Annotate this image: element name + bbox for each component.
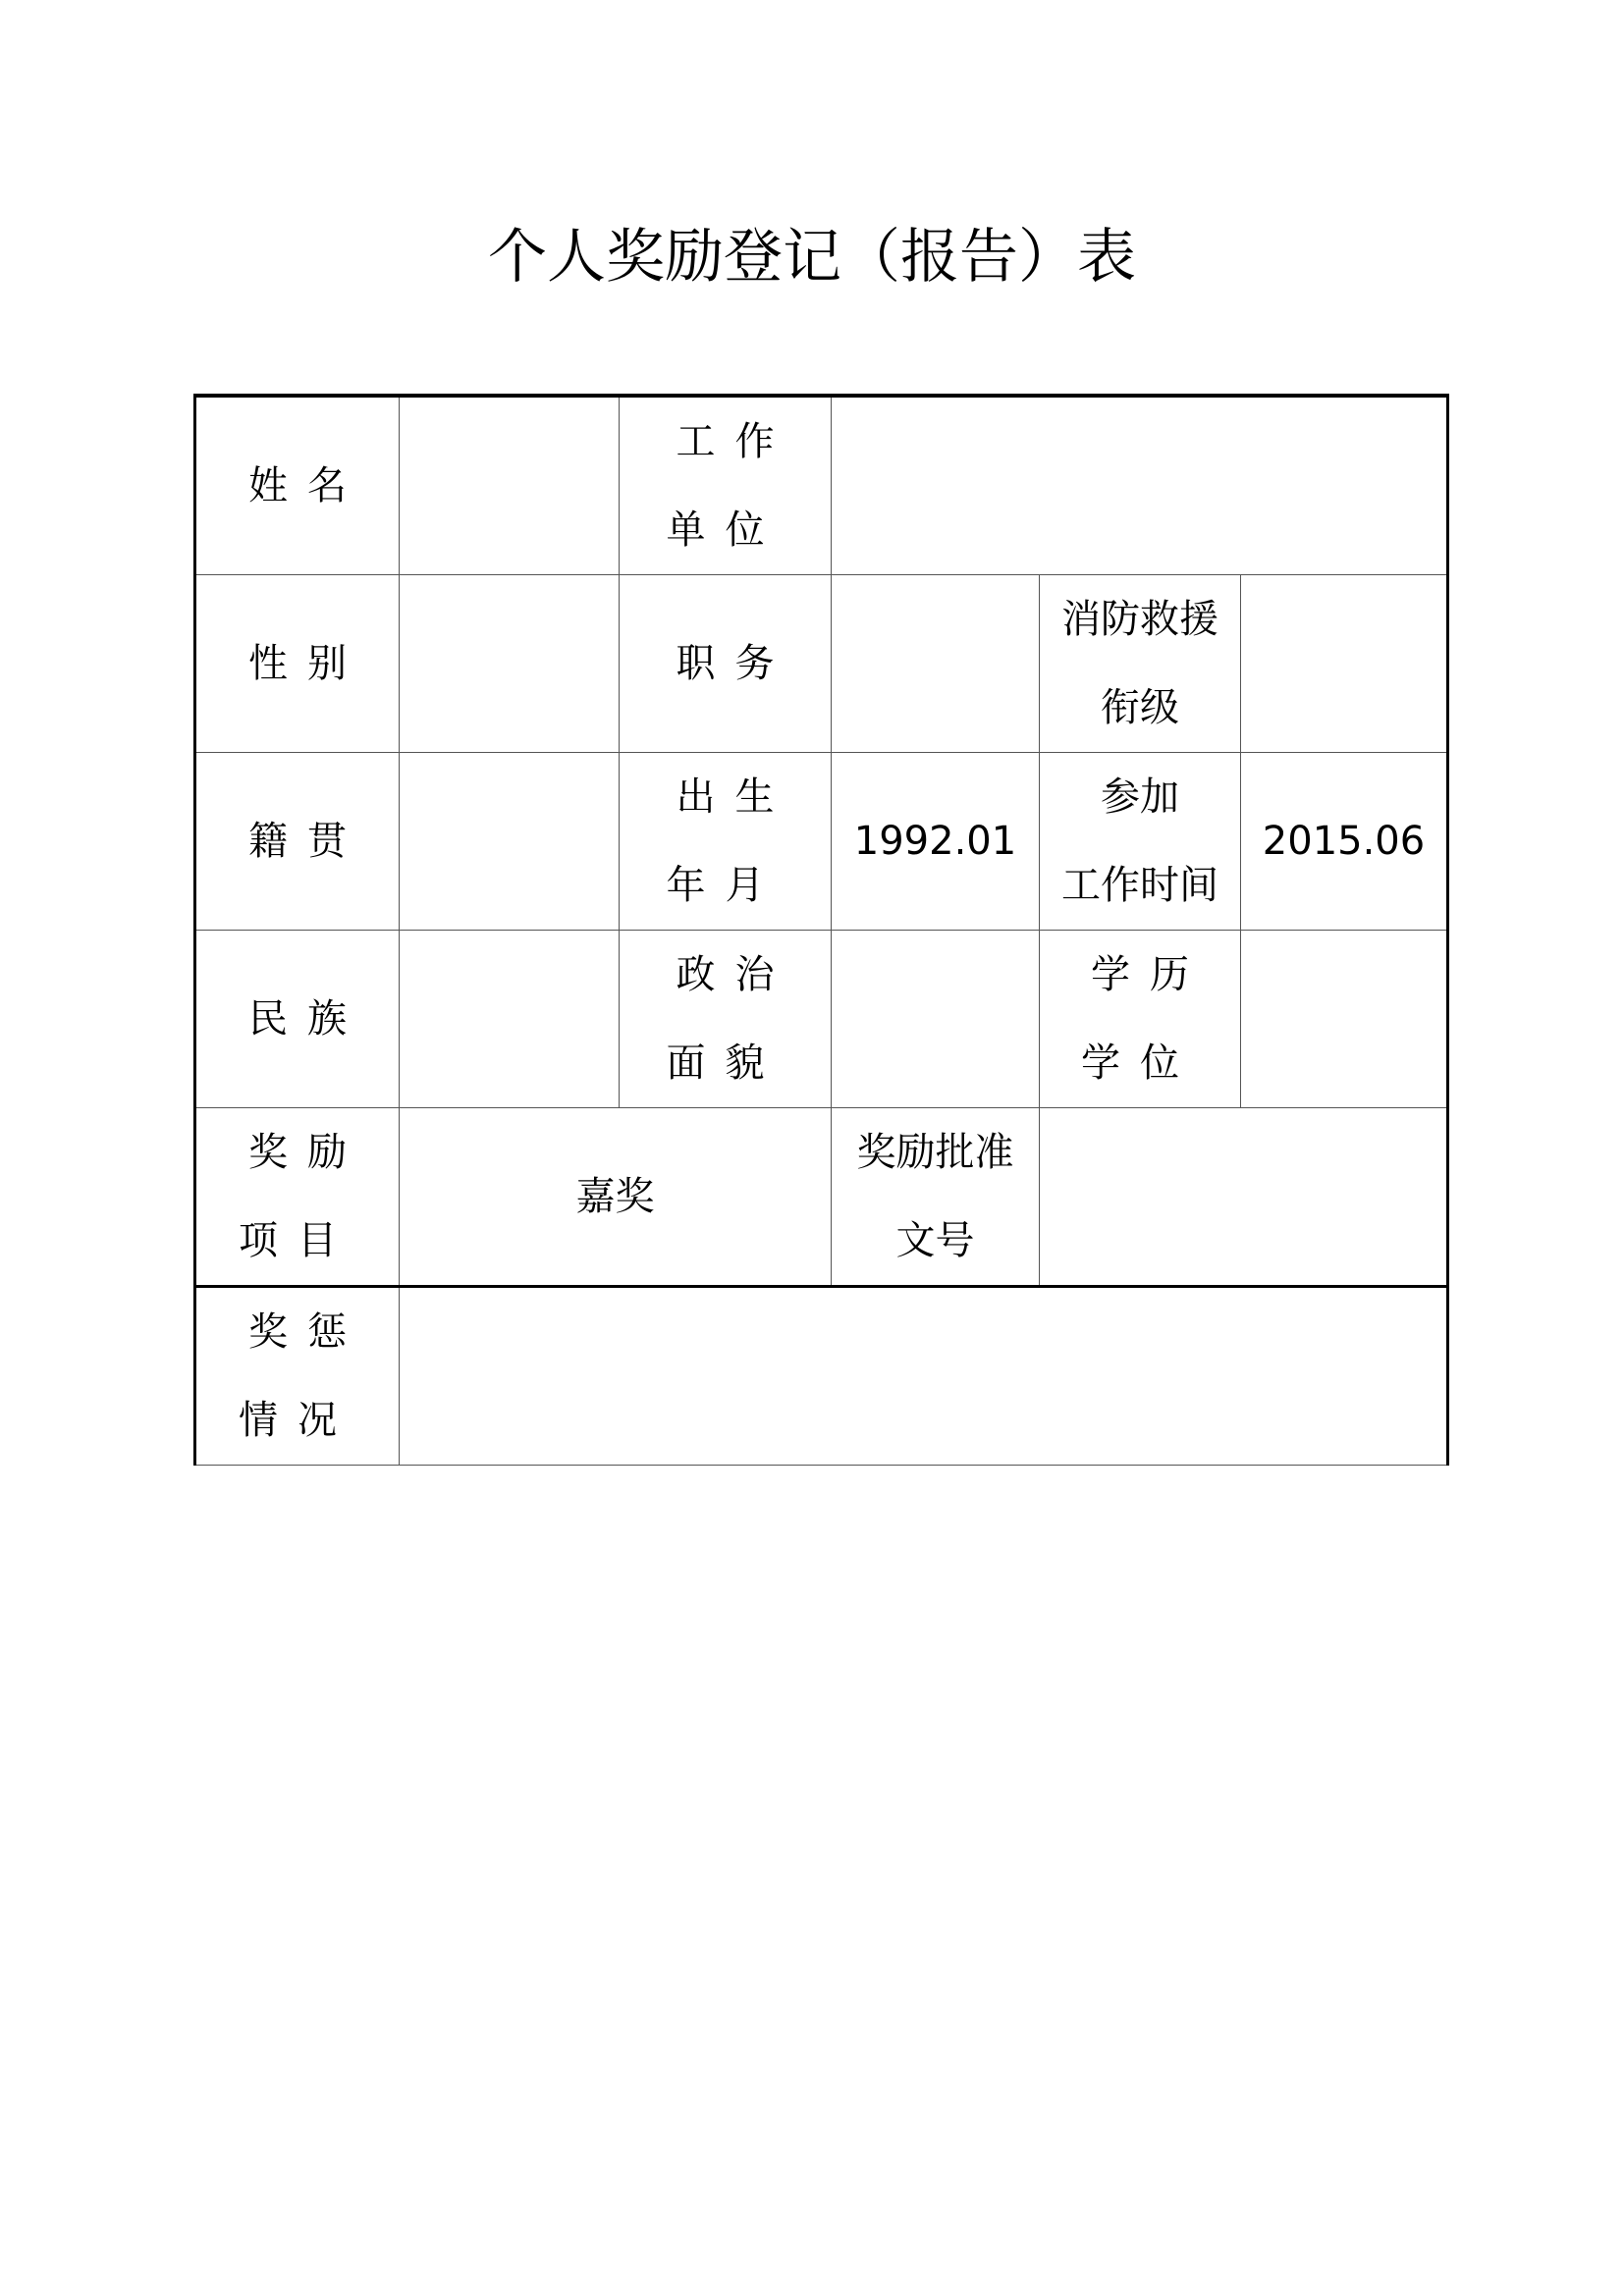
position-label: 职务 xyxy=(620,575,832,753)
award-item-field[interactable]: 嘉奖 xyxy=(400,1108,832,1287)
rewards-penalties-label: 奖惩 情况 xyxy=(195,1287,400,1466)
approval-doc-field[interactable] xyxy=(1040,1108,1448,1287)
name-label: 姓名 xyxy=(195,396,400,575)
table-row xyxy=(195,931,1448,1108)
table-row xyxy=(195,1287,1448,1466)
gender-label: 性别 xyxy=(195,575,400,753)
page-title: 个人奖励登记（报告）表 xyxy=(488,223,1136,292)
registration-table xyxy=(193,394,1449,1466)
native-place-field[interactable] xyxy=(400,753,620,931)
work-unit-label: 工作 单位 xyxy=(620,396,832,575)
award-item-label: 奖励 项目 xyxy=(195,1108,400,1287)
ethnicity-label: 民族 xyxy=(195,931,400,1108)
political-status-label: 政治 面貌 xyxy=(620,931,832,1108)
work-start-field[interactable]: 2015.06 xyxy=(1241,753,1448,931)
position-field[interactable] xyxy=(832,575,1040,753)
work-unit-field[interactable] xyxy=(832,396,1448,575)
education-label: 学历 学位 xyxy=(1040,931,1241,1108)
rank-field[interactable] xyxy=(1241,575,1448,753)
gender-field[interactable] xyxy=(400,575,620,753)
ethnicity-field[interactable] xyxy=(400,931,620,1108)
table-row xyxy=(195,396,1448,575)
birth-date-label: 出生 年月 xyxy=(620,753,832,931)
name-field[interactable] xyxy=(400,396,620,575)
rewards-penalties-field[interactable] xyxy=(400,1287,1448,1466)
table-row xyxy=(195,575,1448,753)
table-row xyxy=(195,1108,1448,1287)
political-status-field[interactable] xyxy=(832,931,1040,1108)
birth-date-field[interactable]: 1992.01 xyxy=(832,753,1040,931)
native-place-label: 籍贯 xyxy=(195,753,400,931)
table-row xyxy=(195,753,1448,931)
work-start-label: 参加 工作时间 xyxy=(1040,753,1241,931)
rank-label: 消防救援 衔级 xyxy=(1040,575,1241,753)
education-field[interactable] xyxy=(1241,931,1448,1108)
approval-doc-label: 奖励批准 文号 xyxy=(832,1108,1040,1287)
